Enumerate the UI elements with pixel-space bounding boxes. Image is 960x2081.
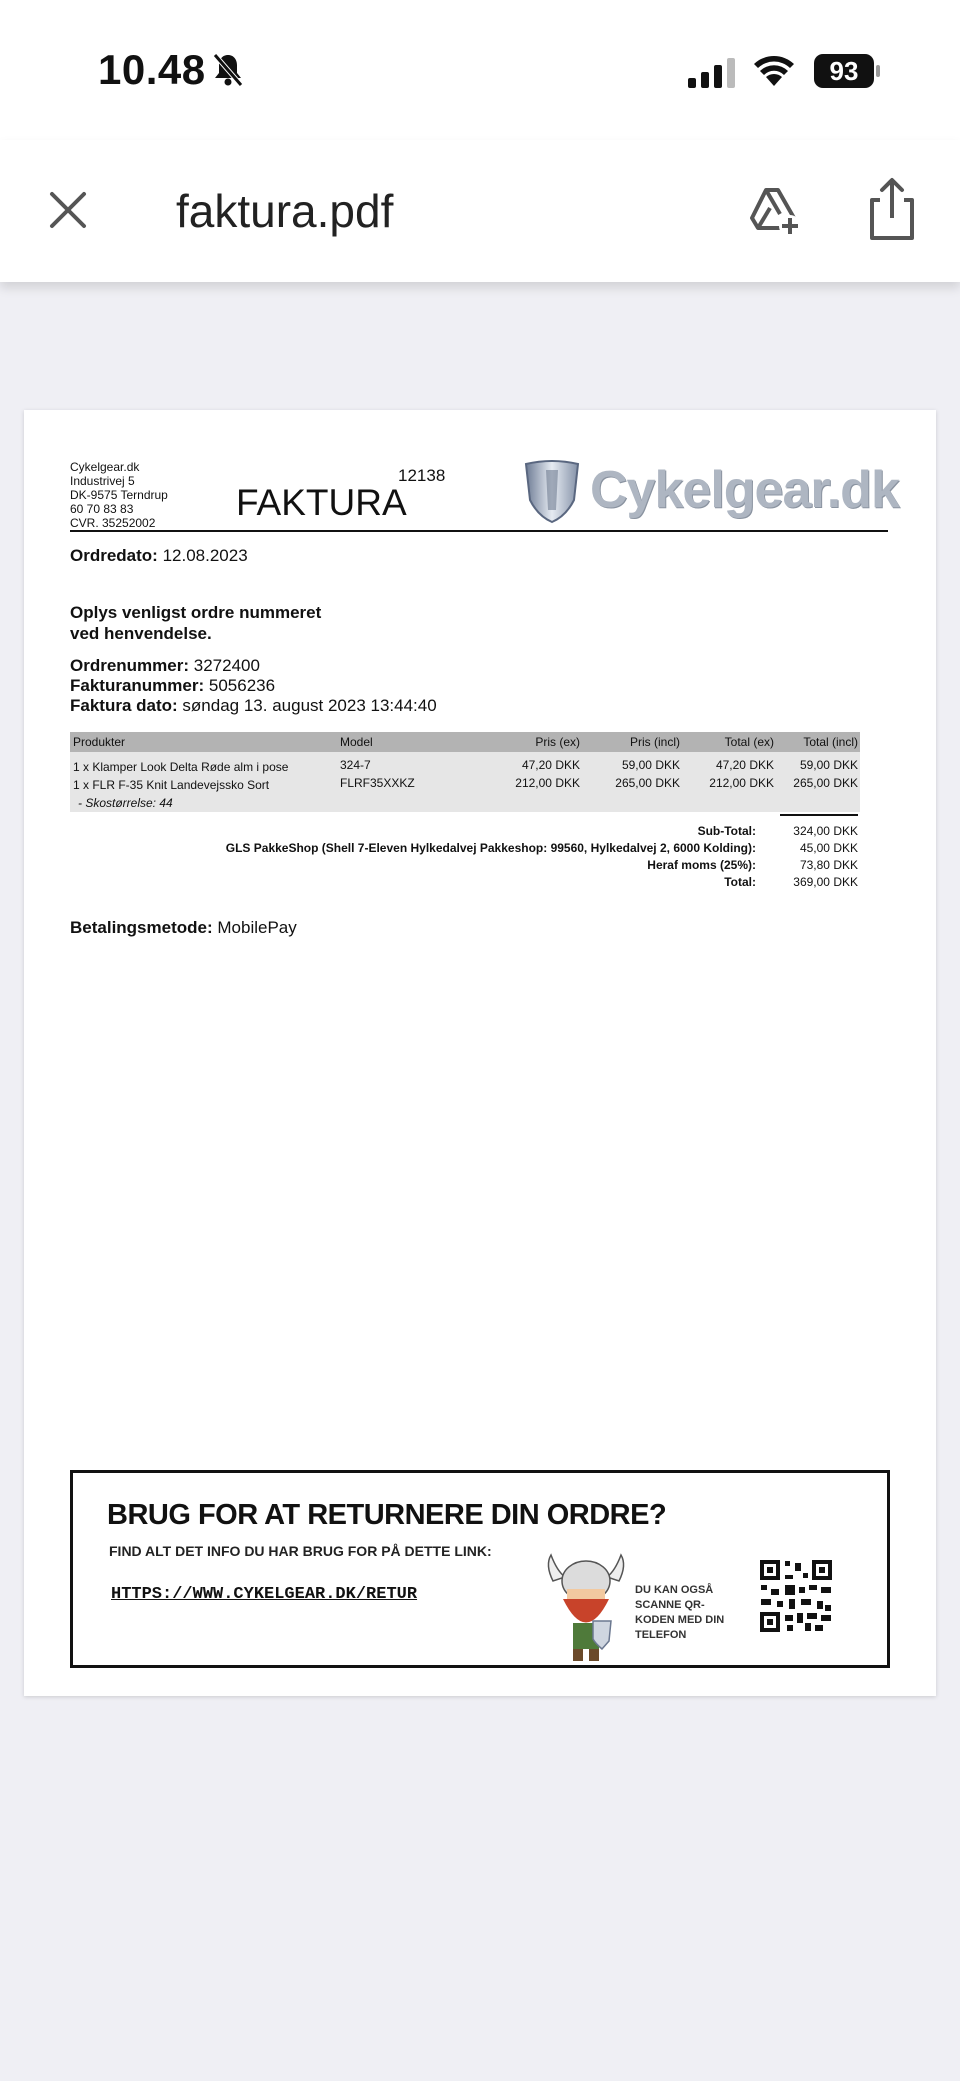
col-model: Model [340, 735, 373, 749]
company-name: Cykelgear.dk [70, 460, 140, 474]
logo-text: Cykelgear.dk [590, 461, 899, 519]
company-logo [522, 460, 899, 524]
shipping-label: GLS PakkeShop (Shell 7-Eleven Hylkedalvej Pakkeshop: 99560, Hylkedalvej 2, 6000 Kolding): [225, 841, 756, 855]
product-option: - Skostørrelse: 44 [78, 796, 173, 810]
order-notice: Oplys venligst ordre nummeret ved henvendelse. [70, 603, 322, 643]
share-icon[interactable] [862, 176, 922, 242]
col-price-incl: Pris (incl) [630, 735, 680, 749]
subtotal-label: Sub-Total: [697, 824, 756, 838]
wifi-icon [752, 52, 796, 86]
invoice-doc-number: 12138 [398, 466, 446, 485]
subtotal-value: 324,00 DKK [793, 824, 858, 838]
viking-mascot-icon [543, 1551, 629, 1663]
table-header [70, 732, 860, 752]
qr-code-icon[interactable] [759, 1559, 833, 1633]
add-to-drive-icon[interactable] [744, 180, 804, 240]
invoice-heading: FAKTURA [236, 482, 407, 523]
company-address [70, 460, 168, 530]
order-info [70, 656, 437, 716]
order-number-label: Ordrenummer: [70, 656, 190, 675]
shipping-value: 45,00 DKK [799, 841, 858, 855]
total-label: Total: [724, 875, 756, 889]
row-price-incl: 59,00 DKK [621, 758, 680, 772]
order-date-value: 12.08.2023 [162, 546, 248, 565]
return-subheading: FIND ALT DET INFO DU HAR BRUG FOR PÅ DETTE LINK: [109, 1543, 492, 1559]
order-date [70, 546, 248, 566]
products-table [70, 732, 860, 812]
table-body [70, 752, 860, 812]
company-street: Industrivej 5 [70, 474, 135, 488]
company-city: DK-9575 Terndrup [70, 488, 168, 502]
payment-label: Betalingsmetode: [70, 918, 213, 937]
total-value: 369,00 DKK [793, 875, 858, 889]
order-date-label: Ordredato: [70, 546, 158, 565]
row-total-incl: 59,00 DKK [799, 758, 858, 772]
close-icon[interactable] [44, 186, 92, 234]
vat-value: 73,80 DKK [799, 858, 858, 872]
payment-value: MobilePay [217, 918, 297, 937]
invoice-number-value: 5056236 [208, 676, 276, 695]
return-info-box [70, 1470, 890, 1668]
col-price-ex: Pris (ex) [535, 735, 580, 749]
row-product: 1 x FLR F-35 Knit Landevejssko Sort [73, 778, 270, 792]
col-total-incl: Total (incl) [803, 735, 858, 749]
invoice-date-label: Faktura dato: [70, 696, 178, 715]
document-title: faktura.pdf [176, 185, 394, 237]
company-phone: 60 70 83 83 [70, 502, 134, 516]
qr-hint-text: DU KAN OGSÅ SCANNE QR-KODEN MED DIN TELEFON [635, 1584, 725, 1641]
row-price-incl: 265,00 DKK [615, 776, 680, 790]
shield-icon [522, 460, 582, 524]
invoice-number-label: Fakturanummer: [70, 676, 205, 695]
row-price-ex: 212,00 DKK [515, 776, 580, 790]
cellular-signal-icon [688, 58, 738, 88]
totals-divider [780, 814, 858, 816]
row-price-ex: 47,20 DKK [521, 758, 580, 772]
vat-label: Heraf moms (25%): [647, 858, 756, 872]
col-total-ex: Total (ex) [724, 735, 774, 749]
order-number-value: 3272400 [193, 656, 260, 675]
battery-indicator [814, 54, 880, 88]
payment-method [70, 918, 297, 938]
row-model: FLRF35XXKZ [340, 776, 415, 790]
status-bar [0, 0, 960, 140]
row-total-incl: 265,00 DKK [793, 776, 858, 790]
bell-muted-icon [212, 52, 244, 88]
pdf-page [24, 410, 936, 1696]
row-total-ex: 47,20 DKK [715, 758, 774, 772]
battery-tip [876, 65, 880, 77]
return-link[interactable]: HTTPS://WWW.CYKELGEAR.DK/RETUR [111, 1585, 418, 1604]
status-time: 10.48 [98, 46, 206, 93]
header-divider [70, 530, 888, 532]
row-total-ex: 212,00 DKK [709, 776, 774, 790]
company-cvr: CVR. 35252002 [70, 516, 156, 530]
battery-level: 93 [814, 54, 874, 88]
viewer-toolbar [0, 140, 960, 282]
row-model: 324-7 [340, 758, 371, 772]
invoice-date-value: søndag 13. august 2023 13:44:40 [182, 696, 437, 715]
return-heading: BRUG FOR AT RETURNERE DIN ORDRE? [107, 1499, 667, 1531]
col-products: Produkter [73, 735, 126, 749]
row-product: 1 x Klamper Look Delta Røde alm i pose [73, 760, 289, 774]
